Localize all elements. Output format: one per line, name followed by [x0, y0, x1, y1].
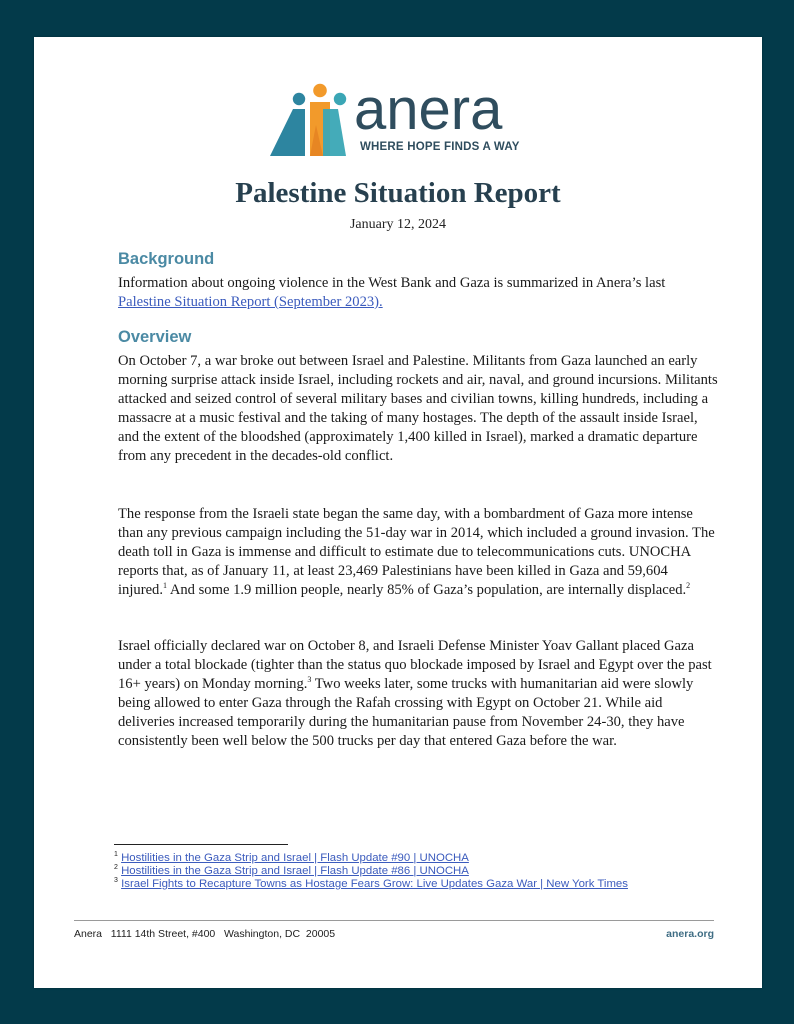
footnote-1-link[interactable]: Hostilities in the Gaza Strip and Israel | Flash Update #90 | UNOCHA: [121, 852, 469, 864]
report-date: January 12, 2024: [349, 217, 447, 232]
background-text: Information about ongoing violence in the West Bank and Gaza is summarized in Anera’s last: [118, 275, 666, 291]
footnote-3-link[interactable]: Israel Fights to Recapture Towns as Hostage Fears Grow: Live Updates Gaza War | New York Times: [121, 878, 628, 890]
overview-paragraph-2: [118, 505, 718, 600]
footnote-ref-1[interactable]: 1: [163, 581, 167, 591]
overview-heading: Overview: [118, 328, 192, 346]
anera-people-icon: [270, 83, 354, 161]
footnote-2-number: 2: [114, 864, 118, 872]
situation-report-link[interactable]: Palestine Situation Report (September 2023).: [118, 294, 383, 310]
anera-logo: [270, 77, 540, 161]
footnote-3: [114, 878, 628, 890]
footnote-2-link[interactable]: Hostilities in the Gaza Strip and Israel | Flash Update #86 | UNOCHA: [121, 865, 469, 877]
footnote-1-number: 1: [114, 851, 118, 859]
document-page: [34, 37, 762, 988]
page-title: Palestine Situation Report: [235, 177, 561, 209]
footer-address: Anera 1111 14th Street, #400 Washington, DC 20005: [74, 928, 336, 940]
anera-wordmark: anera: [354, 77, 503, 142]
anera-tagline: WHERE HOPE FINDS A WAY: [360, 141, 520, 153]
footnote-ref-2[interactable]: 2: [686, 581, 691, 591]
paragraph-2-text-a: The response from the Israeli state began the same day, with a bombardment of Gaza more intense than any previous campaign including the 51-day war in 2014, which included a ground invasion. The death toll in Gaza is immense and difficult to estimate due to telecommunications cuts. UNOCHA reports that, as of January 11, at least 23,469 Palestinians have been killed in Gaza and 59,604 injured.: [118, 506, 715, 598]
background-paragraph: [118, 274, 718, 312]
overview-paragraph-3: [118, 637, 718, 751]
footer-website[interactable]: anera.org: [666, 928, 714, 940]
paragraph-3-text-b: Two weeks later, some trucks with humanitarian aid were slowly being allowed to enter Gaza through the Rafah crossing with Egypt on October 21. While aid deliveries increased temporarily during the humanitarian pause from November 24-30, they have consistently been well below the 500 trucks per day that entered Gaza before the war.: [118, 676, 694, 749]
paragraph-2-text-b: And some 1.9 million people, nearly 85% of Gaza’s population, are internally displaced.: [167, 582, 687, 598]
footnote-2: [114, 865, 469, 877]
background-heading: Background: [118, 250, 215, 268]
overview-paragraph-1: On October 7, a war broke out between Israel and Palestine. Militants from Gaza launched an early morning surprise attack inside Israel, including rockets and air, naval, and ground incursions. Militants attacked and seized control of several military bases and civilian towns, killing hundreds, including a massacre at a music festival and the taking of many hostages. The depth of the assault inside Israel, and the extent of the bloodshed (approximately 1,400 killed in Israel), marked a dramatic departure from any precedent in the decades-old conflict.: [118, 353, 718, 464]
footnote-ref-3[interactable]: 3: [307, 675, 312, 685]
paragraph-3-text-a: Israel officially declared war on October 8, and Israeli Defense Minister Yoav Gallant placed Gaza under a total blockade (tighter than the status quo blockade imposed by Israel and Egypt over the past 16+ years) on Monday morning.: [118, 638, 712, 692]
footnote-3-number: 3: [114, 877, 118, 885]
footnote-divider: [114, 844, 288, 845]
footer-divider: [74, 920, 714, 921]
footnote-1: [114, 852, 469, 864]
